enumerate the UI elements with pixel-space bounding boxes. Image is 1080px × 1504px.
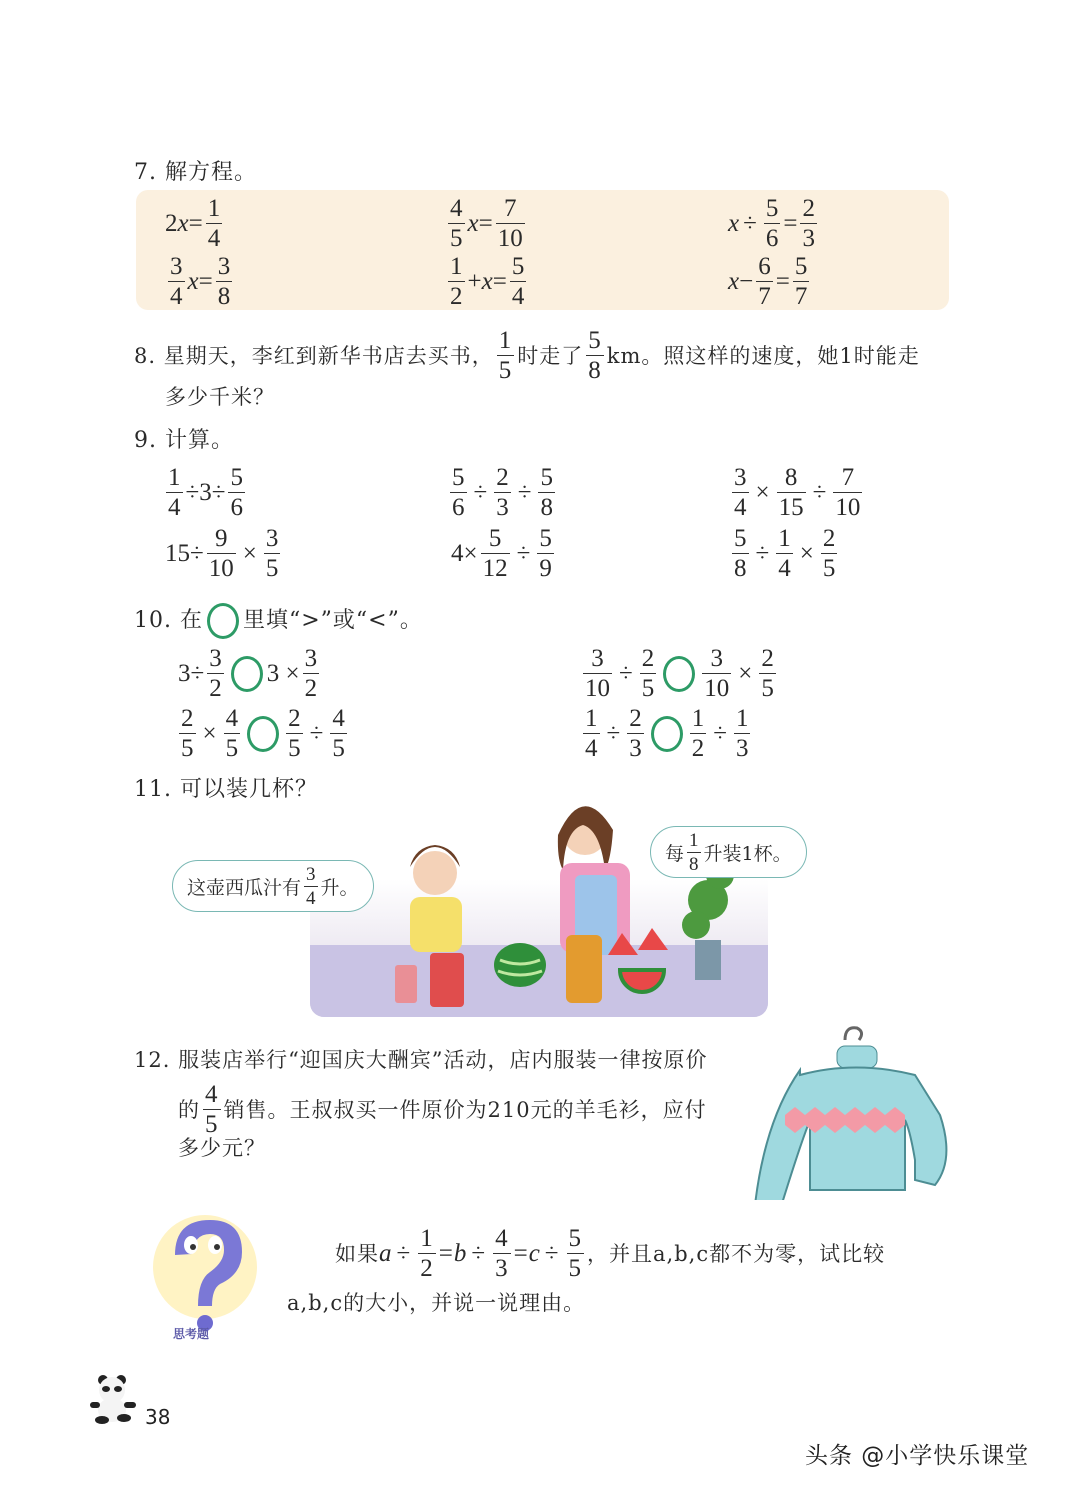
answer-circle-1[interactable]	[231, 656, 263, 692]
q12-line-2: 的 $\frac{4}{5}$ 销售。王叔叔买一件原价为210元的羊毛衫，应付	[178, 1081, 707, 1138]
q7-eq-4: $\frac{3}{4}$ x = $\frac{3}{8}$	[170, 253, 231, 310]
q10-compare-4: $\frac{1}{4}$ ÷ $\frac{2}{3}$ $\frac{1}{2}$ ÷ $\frac{1}{3}$	[585, 705, 749, 762]
q10-title: 10. 在 里填“>”或“<”。	[134, 603, 423, 639]
thinking-label: 思考题	[173, 1327, 210, 1341]
q9-title: 9. 计算。	[134, 428, 234, 453]
q7-eq-3: x ÷ $\frac{5}{6}$ = $\frac{2}{3}$	[728, 195, 815, 252]
q7-title: 7. 解方程。	[134, 160, 257, 185]
panda-icon	[88, 1372, 138, 1424]
girl-speech-bubble: 这壶西瓜汁有 $\frac{3}{4}$ 升。	[172, 860, 374, 912]
q8-line-2: 多少千米？	[165, 385, 275, 409]
q10-compare-1: 3÷ $\frac{3}{2}$ 3 × $\frac{3}{2}$	[178, 645, 318, 702]
q10-compare-3: $\frac{2}{5}$ × $\frac{4}{5}$ $\frac{2}{5}$ ÷ $\frac{4}{5}$	[181, 705, 345, 762]
q11-title: 11. 可以装几杯？	[134, 777, 318, 802]
q9-expr-3: $\frac{3}{4}$ × $\frac{8}{15}$ ÷ $\frac{7}{10}$	[734, 464, 861, 521]
q7-eq-1: 2 x = $\frac{1}{4}$	[165, 195, 221, 252]
answer-circle-3[interactable]	[247, 716, 279, 752]
q8-line-1: 8. 星期天，李红到新华书店去买书， $\frac{1}{5}$ 时走了 $\frac{5}{8}$ km。照这样的速度，她1时能走	[134, 327, 920, 384]
q9-expr-6: $\frac{5}{8}$ ÷ $\frac{1}{4}$ × $\frac{2}{5}$	[734, 525, 836, 582]
q10-compare-2: $\frac{3}{10}$ ÷ $\frac{2}{5}$ $\frac{3}{10}$ × $\frac{2}{5}$	[585, 645, 774, 702]
q9-expr-2: $\frac{5}{6}$ ÷ $\frac{2}{3}$ ÷ $\frac{5}{8}$	[452, 464, 553, 521]
q9-expr-1: $\frac{1}{4}$ ÷3÷ $\frac{5}{6}$	[168, 464, 243, 521]
equation-box	[136, 190, 949, 310]
thinking-line-2: a,b,c的大小，并说一说理由。	[287, 1291, 586, 1315]
circle-icon	[207, 603, 239, 639]
q7-eq-6: x − $\frac{6}{7}$ = $\frac{5}{7}$	[728, 253, 808, 310]
q12-line-1: 12. 服装店举行“迎国庆大酬宾”活动，店内服装一律按原价	[134, 1048, 708, 1072]
page-number: 38	[145, 1405, 171, 1429]
answer-circle-2[interactable]	[663, 656, 695, 692]
q9-expr-4: 15÷ $\frac{9}{10}$ × $\frac{3}{5}$	[165, 525, 279, 582]
thinking-line-1: 如果 a ÷ $\frac{1}{2}$ = b ÷ $\frac{4}{3}$ = c ÷ $\frac{5}{5}$ ，并且a,b,c都不为零，试比较	[335, 1225, 886, 1282]
q9-expr-5: 4× $\frac{5}{12}$ ÷ $\frac{5}{9}$	[451, 525, 552, 582]
q7-eq-2: $\frac{4}{5}$ x = $\frac{7}{10}$	[450, 195, 523, 252]
mother-speech-bubble: 每 $\frac{1}{8}$ 升装1杯。	[650, 826, 807, 878]
thinking-question-icon	[145, 1205, 265, 1345]
answer-circle-4[interactable]	[651, 716, 683, 752]
sweater-icon	[745, 1020, 955, 1200]
q7-eq-5: $\frac{1}{2}$ + x = $\frac{5}{4}$	[450, 253, 525, 310]
watermark: 头条 @小学快乐课堂	[805, 1443, 1030, 1469]
q12-line-3: 多少元？	[178, 1136, 266, 1160]
